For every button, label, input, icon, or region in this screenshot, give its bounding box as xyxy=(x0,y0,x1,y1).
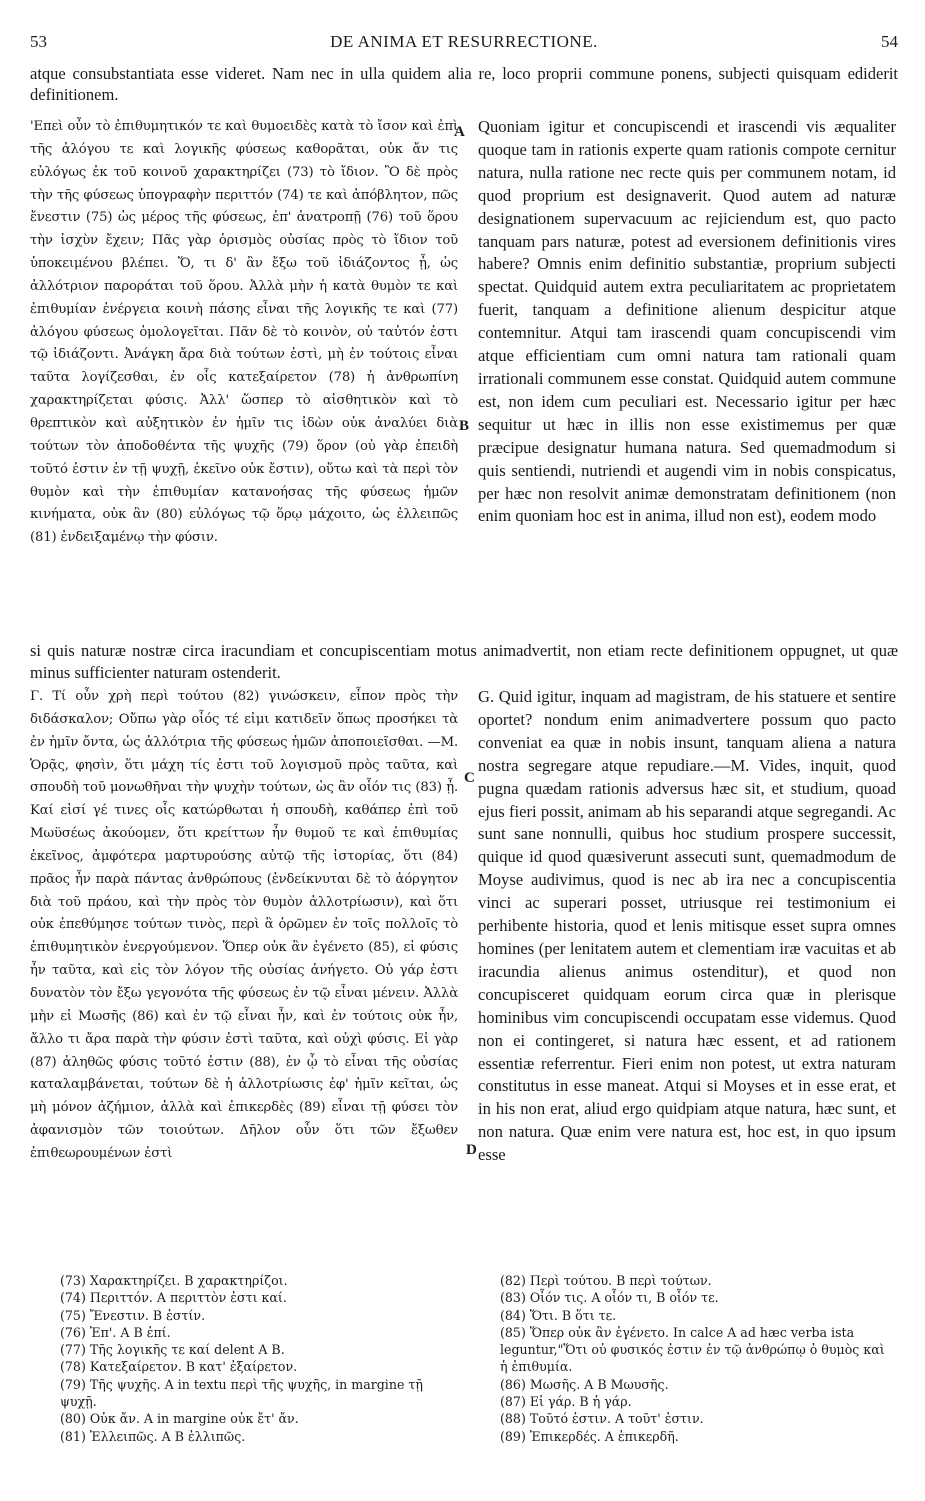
footnote-73: (73) Χαρακτηρίζει. B χαρακτηρίζοι. xyxy=(60,1273,288,1288)
greek-text-2: Γ. Τί οὖν χρὴ περὶ τούτου (82) γινώσκειν, εἶπον πρὸς τὴν διδάσκαλον; Οὔπω γὰρ οἷός τέ εἰμι κατιδεῖν ὅπως προσήκει τὰ ἐν ἡμῖν ὄντα, ὡς ἀλλότρια τῆς φύσεως ἡμῶν ἀποποιεῖσθαι. —Μ. Ὁρᾷς, φησὶν, ὅτι μάχη τίς ἐστι τοῦ λογισμοῦ πρὸς ταῦτα, καὶ σπουδὴ τοῦ μονωθῆναι τὴν ψυχὴν τούτων, ὡς ἂν οἷόν τις (83) ᾖ. Καί εἰσί γέ τινες οἷς κατώρθωται ἡ σπουδὴ, καθάπερ ἐπὶ τοῦ Μωϋσέως ἀκούομεν, ὅτι κρείττων ἦν θυμοῦ τε καὶ ἐπιθυμίας ἐκεῖνος, ἀμφότερα μαρτυρούσης αὐτῷ τῆς ἱστορίας, ὅτι (84) πρᾶος ἦν παρὰ πάντας ἀνθρώπους (ἐνδείκνυται δὲ τὸ ἀόργητον διὰ τοῦ πράου, καὶ τὴν πρὸς τὸν θυμὸν ἀλλοτρίωσιν), καὶ ὅτι οὐκ ἐπεθύμησε τούτων τινὸς, περὶ ἃ ὁρῶμεν ἐν τοῖς πολλοῖς τὸ ἐπιθυμητικὸν ἐνεργούμενον. Ὅπερ οὐκ ἂν ἐγένετο (85), εἰ φύσις ἦν ταῦτα, καὶ εἰς τὸν λόγον τῆς οὐσίας ἀνήγετο. Οὐ γάρ ἐστι δυνατὸν τὸν ἔξω γεγονότα τῆς φύσεως ἐν τῷ εἶναι μένειν. Ἀλλὰ μὴν εἰ Μωσῆς (86) καὶ ἐν τῷ εἶναι ἦν, καὶ ἐν τούτοις οὐκ ἦν, ἄλλο τι ἄρα παρὰ τὴν φύσιν ἐστὶ ταῦτα, καὶ οὐχὶ φύσις. Εἰ γὰρ (87) ἀληθῶς φύσις τοῦτό ἐστιν (88), ἐν ᾧ τὸ εἶναι τῆς οὐσίας καταλαμβάνεται, τούτων δὲ ἡ ἀλλοτρίωσις ἐφ' ἡμῖν κεῖται, ὡς μὴ μόνον ἀζήμιον, ἀλλὰ καὶ ἐπικερδὲς (89) εἶναι τῇ φύσει τὸν ἀφανισμὸν τῶν τοιούτων. Δῆλον οὖν ὅτι τῶν ἔξωθεν ἐπιθεωρουμένων ἐστὶ xyxy=(30,689,458,1161)
footnote-76: (76) Ἐπ'. A B ἐπί. xyxy=(60,1324,171,1340)
footnote-80: (80) Οὐκ ἄν. A in margine οὐκ ἔτ' ἄν. xyxy=(60,1411,299,1427)
mid-continuation xyxy=(30,640,898,684)
footnote-84: (84) Ὅτι. B ὅτι τε. xyxy=(500,1307,617,1323)
top-continuation xyxy=(30,64,898,105)
footnote-78: (78) Κατεξαίρετον. B κατ' ἐξαίρετον. xyxy=(60,1359,298,1375)
running-header xyxy=(30,30,898,56)
footnote-77: (77) Τῆς λογικῆς τε καί delent A B. xyxy=(60,1342,285,1358)
top-continuation-text: atque consubstantiata esse videret. Nam nec in ulla quidem alia re, loco proprii commune ponens, subjecti quisquam ediderit definitionem. xyxy=(30,64,898,104)
mid-continuation-text: si quis naturæ nostræ circa iracundiam et concupiscentiam motus animadvertit, non etiam recte definitionem oppugnet, ut quæ minus sufficienter naturam ostenderit. xyxy=(30,641,898,682)
footnotes-right xyxy=(500,1272,896,1445)
footnote-86: (86) Μωσῆς. A B Μωυσῆς. xyxy=(500,1376,669,1392)
footnotes-left xyxy=(60,1272,460,1445)
footnote-79: (79) Τῆς ψυχῆς. A in textu περὶ τῆς ψυχῆς, in margine τῇ ψυχῇ. xyxy=(60,1376,423,1410)
margin-letter-c: C xyxy=(464,770,475,786)
greek-column-1 xyxy=(30,116,458,550)
running-title: DE ANIMA ET RESURRECTIONE. xyxy=(330,32,598,51)
margin-letter-d: D xyxy=(466,1142,477,1158)
margin-letter-b: B xyxy=(459,418,470,434)
latin-text-1: Quoniam igitur et concupiscendi et irascendi vis æqualiter quoque tam in rationis experte quam rationis compote cernitur natura, nulla ratione nec recte quis per communem notam, id quod proprium est designaverit. Quod autem ad naturæ designationem supervacuum ac rejiciendum est, quo pacto tanquam pars naturæ, potest ad eversionem definitionis vires habere? Omnis enim definitio substantiæ, proprium subjecti spectat. Quidquid autem extra peculiaritatem ac proprietatem fuerit, tanquam a definitione alienum despicitur atque contemnitur. Atqui tam irascendi quam concupiscendi vim atque efficientiam cum omni natura tam rationali quam irrationali communem esse constat. Quidquid autem commune est, non idem cum peculiari est. Necessario igitur per hæc sequitur ut hæc in illis non esse existimemus per quæ præcipue designatur humana natura. Sed quemadmodum si quis sentiendi, nutriendi et augendi vim in nobis conspicatus, per hæc non resolvit animæ demonstratam definitionem (non enim quoniam hoc est in anima, illud non est), eodem modo xyxy=(478,117,896,526)
latin-column-1 xyxy=(478,116,896,528)
footnote-81: (81) Ἐλλειπῶς. A B ἐλλιπῶς. xyxy=(60,1428,246,1444)
footnote-87: (87) Εἰ γάρ. B ἡ γάρ. xyxy=(500,1394,632,1410)
footnote-88: (88) Τοῦτό ἐστιν. A τοῦτ' ἐστιν. xyxy=(500,1411,704,1427)
footnote-89: (89) Ἐπικερδές. A ἐπικερδῆ. xyxy=(500,1428,679,1444)
page-number-left: 53 xyxy=(30,32,47,51)
latin-text-2: G. Quid igitur, inquam ad magistram, de his statuere et sentire oportet? nondum enim animadvertere possum quo pacto conveniat ea quæ in nobis insunt, tanquam aliena a natura nostra segregare atque repudiare.—M. Vides, inquit, quod pugna quædam rationis adversus hæc sit, et studium, quoad ejus fieri possit, animam ab his separandi atque segregandi. Ac sunt sane nonnulli, quibus hoc studium prospere successit, quique id quod quæsiverunt assecuti sunt, quemadmodum de Moyse audivimus, quod is nec ab ira nec a concupiscentia vinci ac superari posset, utriusque rei testimonium ei perhibente historia, quod et lenis mitisque esset supra omnes homines (per lenitatem autem et clementiam iræ vacuitas et ab iracundia alienus animus ostenditur), et quod non concupisceret quidquam eorum circa quæ in plerisque hominibus vim concupiscendi occupatam esse videmus. Quod non ei contingeret, si natura hæc essent, et ad rationem essentiæ referrentur. Fieri enim non potest, ut extra naturam constitutus in esse maneat. Atqui si Moyses et in esse erat, et in his non erat, aliud ergo quidpiam atque natura, hæc sunt, et non natura. Quæ enim vere natura est, hoc est, in quo ipsum esse xyxy=(478,687,896,1165)
footnote-75: (75) Ἔνεστιν. B ἐστίν. xyxy=(60,1307,206,1323)
latin-column-2 xyxy=(478,686,896,1167)
margin-letter-a: A xyxy=(454,124,465,140)
footnote-85: (85) Ὅπερ οὐκ ἂν ἐγένετο. In calce A ad hæc verba ista leguntur,"Ὅτι οὐ φυσικός ἐστιν ἐν τῷ ἀνθρώπῳ ὁ θυμὸς καὶ ἡ ἐπιθυμία. xyxy=(500,1324,885,1375)
footnote-83: (83) Οἷόν τις. A οἷόν τι, B οἷόν τε. xyxy=(500,1290,719,1306)
greek-text-1: 'Επεὶ οὖν τὸ ἐπιθυμητικόν τε καὶ θυμοειδὲς κατὰ τὸ ἴσον καὶ ἐπὶ τῆς ἀλόγου τε καὶ λογικῆς φύσεως καθορᾶται, οὐκ ἄν τις εὐλόγως ἐκ τοῦ κοινοῦ χαρακτηρίζει (73) τὸ ἴδιον. Ὃ δὲ πρὸς τὴν τῆς φύσεως ὑπογραφὴν περιττόν (74) τε καὶ ἀπόβλητον, πῶς ἔνεστιν (75) ὡς μέρος τῆς φύσεως, ἐπ' ἀνατροπῇ (76) τοῦ ὅρου τὴν ἰσχὺν ἔχειν; Πᾶς γὰρ ὁρισμὸς οὐσίας πρὸς τὸ ἴδιον τοῦ ὑποκειμένου βλέπει. Ὅ, τι δ' ἂν ἔξω τοῦ ἰδιάζοντος ᾖ, ὡς ἀλλότριον παροράται τοῦ ὅρου. Ἀλλὰ μὴν ἡ κατὰ θυμὸν τε καὶ ἐπιθυμίαν ἐνέργεια κοινὴ πάσης εἶναι τῆς λογικῆς τε καὶ (77) ἀλόγου φύσεως ὁμολογεῖται. Πᾶν δὲ τὸ κοινὸν, οὐ ταὐτόν ἐστι τῷ ἰδιάζοντι. Ἀνάγκη ἄρα διὰ τούτων ἐστὶ, μὴ ἐν τούτοις εἶναι ταῦτα λογίζεσθαι, ἐν οἷς κατεξαίρετον (78) ἡ ἀνθρωπίνη χαρακτηρίζεται φύσις. Ἀλλ' ὥσπερ τὸ αἰσθητικὸν καὶ τὸ θρεπτικὸν καὶ αὐξητικὸν ἐν ἡμῖν τις ἰδὼν οὐκ ἀναλύει διὰ τούτων τὸν ἀποδοθέντα τῆς ψυχῆς (79) ὅρον (οὐ γὰρ ἐπειδὴ τοῦτό ἐστιν ἐν τῇ ψυχῇ, ἐκεῖνο οὐκ ἔστιν), οὕτω καὶ τὰ περὶ τὸν θυμὸν καὶ τὴν ἐπιθυμίαν κατανοήσας τῆς φύσεως ἡμῶν κινήματα, οὐκ ἂν (80) εὐλόγως τῷ ὅρῳ μάχοιτο, ὡς ἐλλειπῶς (81) ἐνδειξαμένῳ τὴν φύσιν. xyxy=(30,119,458,546)
greek-column-2 xyxy=(30,686,458,1166)
footnote-82: (82) Περὶ τούτου. B περὶ τούτων. xyxy=(500,1273,712,1288)
page-number-right: 54 xyxy=(881,32,898,51)
footnote-74: (74) Περιττόν. A περιττὸν ἐστι καί. xyxy=(60,1290,287,1306)
